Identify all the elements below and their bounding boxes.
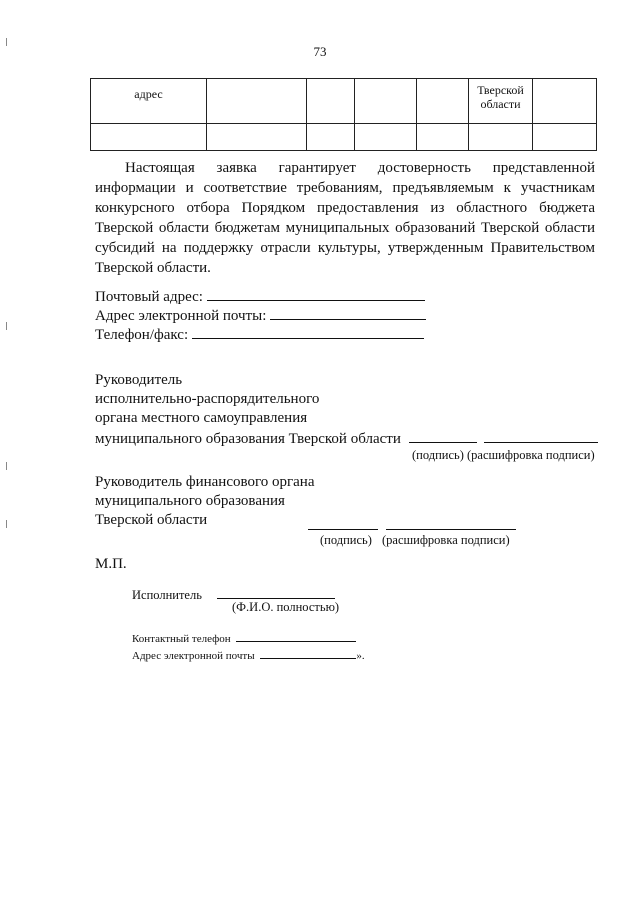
application-table (90, 78, 597, 151)
executor-label: Исполнитель (132, 588, 202, 602)
table-cell (91, 124, 207, 151)
finance-decode-caption: (расшифровка подписи) (382, 533, 510, 547)
executor-caption: (Ф.И.О. полностью) (232, 600, 340, 614)
guarantee-paragraph: Настоящая заявка гарантирует достоверность представленной информации и соответствие требованиям, предъявляемым к участникам конкурсного отбора Порядком предоставления из областного бюджета Тверской области бюджетам муниципальных образований Тверской области субсидий на поддержку отрасли культуры, утвержденным Правительством Тверской области. (95, 160, 595, 276)
region-cell-text: Тверской области (477, 83, 524, 111)
table-cell (207, 79, 307, 124)
contact-phone-row (132, 628, 356, 645)
stamp-label: М.П. (95, 556, 127, 572)
table-cell: адрес (91, 79, 207, 124)
email-field[interactable] (270, 306, 426, 320)
table-cell (207, 124, 307, 151)
phone-label: Телефон/факс: (95, 327, 189, 343)
contact-email-field[interactable] (260, 645, 356, 659)
phone-field[interactable] (192, 325, 424, 339)
contact-email-row (132, 645, 365, 662)
head-line-4-text: муниципального образования Тверской области (95, 431, 401, 447)
contact-email-label: Адрес электронной почты (132, 650, 255, 662)
table-cell (533, 124, 597, 151)
table-cell (469, 79, 533, 124)
email-row (95, 306, 426, 325)
postal-address-label: Почтовый адрес: (95, 289, 203, 305)
table-cell (355, 124, 417, 151)
executor-name-field[interactable] (217, 585, 335, 599)
contact-phone-label: Контактный телефон (132, 633, 231, 645)
head-signature-caption: (подпись) (расшифровка подписи) (412, 448, 595, 462)
phone-row (95, 325, 424, 344)
page-number: 73 (313, 44, 327, 59)
scan-mark (6, 322, 7, 330)
head-signature-field[interactable] (409, 429, 477, 443)
table-row (91, 79, 597, 124)
table-cell (307, 124, 355, 151)
head-line-1: Руководитель (95, 372, 183, 388)
head-line-4 (95, 429, 598, 448)
postal-address-row (95, 287, 425, 306)
email-label: Адрес электронной почты: (95, 308, 267, 324)
table-row (91, 124, 597, 151)
table-cell (355, 79, 417, 124)
head-signature-decode-field[interactable] (484, 429, 598, 443)
finance-signature-decode-field[interactable] (386, 516, 516, 530)
finance-line-1: Руководитель финансового органа (95, 474, 315, 490)
head-line-3: органа местного самоуправления (95, 410, 308, 426)
scan-mark (6, 462, 7, 470)
finance-signature-caption: (подпись) (320, 533, 372, 547)
head-line-2: исполнительно-распорядительного (95, 391, 320, 407)
scan-mark (6, 520, 7, 528)
finance-line-3: Тверской области (95, 512, 208, 528)
table-cell (469, 124, 533, 151)
postal-address-field[interactable] (207, 287, 425, 301)
finance-line-2: муниципального образования (95, 493, 285, 509)
table-cell (417, 79, 469, 124)
table-cell (417, 124, 469, 151)
finance-signature-field[interactable] (308, 516, 378, 530)
contact-phone-field[interactable] (236, 628, 356, 642)
closing-quote: ». (356, 650, 365, 662)
table-cell (307, 79, 355, 124)
table-cell (533, 79, 597, 124)
